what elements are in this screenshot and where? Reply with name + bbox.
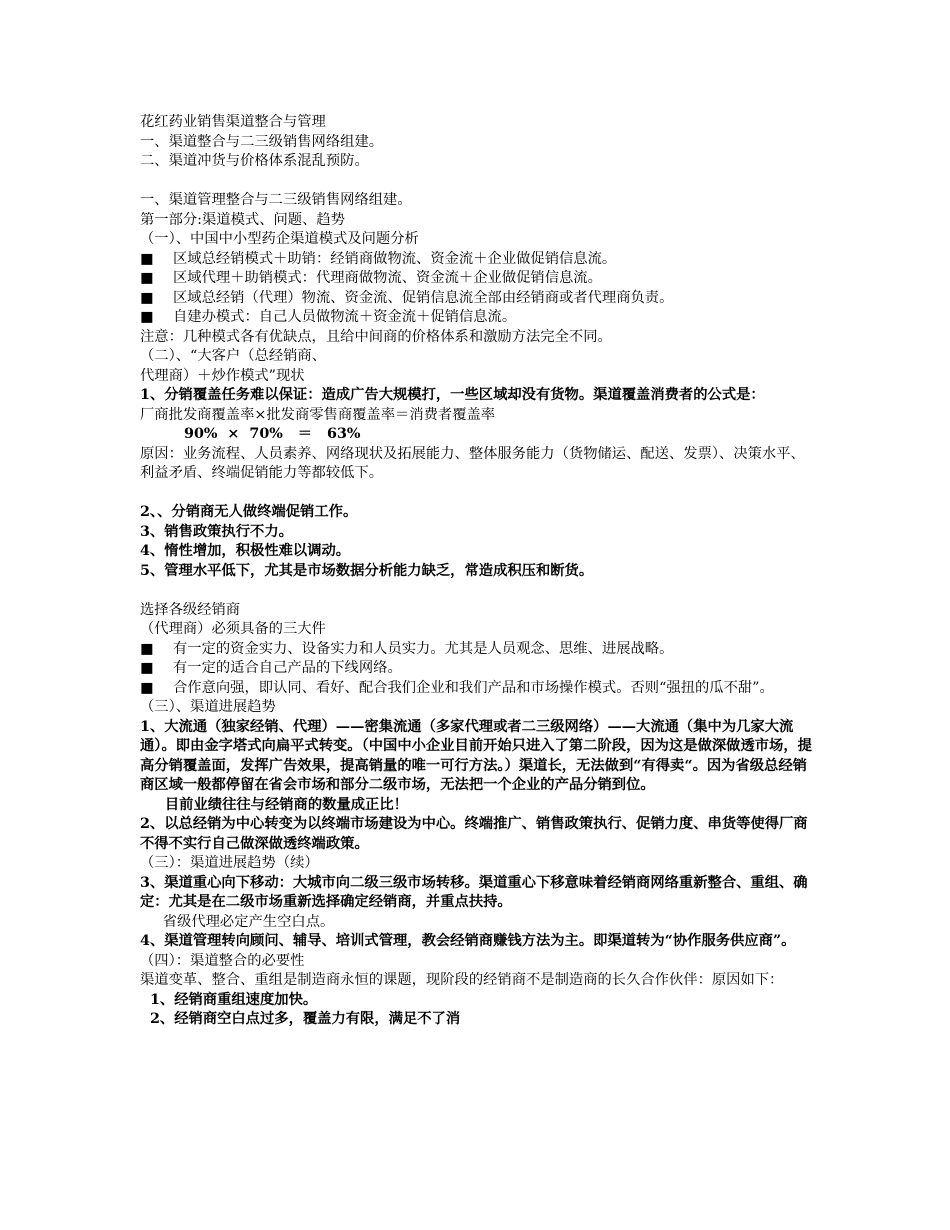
subsection-1-heading: （一）、中国中小型药企渠道模式及问题分析 (140, 231, 419, 247)
requirement-text: 合作意向强，即认同、看好、配合我们企业和我们产品和市场操作模式。否则“强扭的瓜不甜”。 (173, 679, 774, 696)
formula-text: 厂商批发商覆盖率×批发商零售商覆盖率＝消费者覆盖率 (140, 406, 496, 423)
requirement-text: 有一定的资金实力、设备实力和人员实力。尤其是人员观念、思维、进展战略。 (173, 640, 674, 657)
reason-item: 2、经销商空白点过多，覆盖力有限，满足不了消 (140, 1011, 461, 1027)
toc-item-1: 一、渠道整合与二三级销售网络组建。 (140, 133, 384, 150)
document-body (140, 113, 812, 1030)
subsection-3-heading: （三）、渠道进展趋势 (140, 699, 276, 715)
list-item (140, 308, 812, 328)
trend-paragraph: 4、渠道管理转向顾问、辅导、培训式管理，教会经销商赚钱方法为主。即渠道转为“协作服务供应商”。 (140, 933, 796, 949)
necessity-paragraph: 渠道变革、整合、重组是制造商永恒的课题，现阶段的经销商不是制造商的长久合作伙伴：原因如下： (140, 972, 784, 988)
problem-item: 4、惰性增加，积极性难以调动。 (140, 543, 351, 559)
select-heading-line1: 选择各级经销商 (140, 601, 241, 618)
trend-paragraph: 3、渠道重心向下移动：大城市向二级三级市场转移。渠道重心下移意味着经销商网络重新整合、重组、确定：尤其是在二级市场重新选择确定经销商，并重点扶持。 (140, 874, 808, 910)
bullet-icon: ■ (140, 309, 154, 325)
problem-item: 2、、分销商无人做终端促销工作。 (140, 504, 358, 520)
subsection-3-cont-heading: （三）：渠道进展趋势（续） (140, 855, 319, 871)
select-heading-line2: （代理商）必须具备的三大件 (140, 621, 326, 637)
list-item (140, 679, 812, 699)
spacer (140, 172, 812, 192)
section-1-heading: 一、渠道管理整合与二三级销售网络组建。 (140, 192, 412, 208)
subsection-2-heading-line2: 代理商）＋炒作模式”现状 (140, 367, 305, 384)
bullet-icon: ■ (140, 660, 154, 676)
list-item (140, 640, 812, 660)
subsection-2-heading-line1: （二）、“大客户（总经销商、 (140, 348, 327, 364)
formula-values: 90% × 70% ＝ 63% (184, 426, 361, 442)
paragraph: 1、分销覆盖任务难以保证：造成广告大规模打，一些区域却没有货物。渠道覆盖消费者的公式是： (140, 387, 765, 403)
list-item (140, 289, 812, 309)
requirement-text: 有一定的适合自己产品的下线网络。 (173, 660, 402, 676)
trend-paragraph: 1、大流通（独家经销、代理）——密集流通（多家代理或者二三级网络）——大流通（集中为几家大流通）。即由金字塔式向扁平式转变。（中国中小企业目前开始只进入了第二阶段，因为这是做深做透市场，提高分销覆盖面，发挥广告效果，提高销量的唯一可行方法。）渠道长，无法做到“有得卖“。因为省级总经销商区域一般都停留在省会市场和部分二级市场，无法把一个企业的产品分销到位。 (140, 718, 812, 793)
bullet-icon: ■ (140, 679, 154, 696)
subsection-4-heading: （四）：渠道整合的必要性 (140, 952, 305, 969)
bullet-icon: ■ (140, 270, 154, 286)
model-text: 自建办模式：自己人员做物流＋资金流＋促销信息流。 (173, 309, 517, 325)
toc-item-2: 二、渠道冲货与价格体系混乱预防。 (140, 153, 369, 169)
part-1-heading: 第一部分:渠道模式、问题、趋势 (140, 211, 345, 228)
list-item (140, 659, 812, 679)
model-text: 区域总经销模式＋助销：经销商做物流、资金流＋企业做促销信息流。 (173, 250, 617, 267)
spacer (140, 581, 812, 601)
doc-title: 花红药业销售渠道整合与管理 (140, 114, 326, 130)
reason-paragraph: 原因：业务流程、人员素养、网络现状及拓展能力、整体服务能力（货物储运、配送、发票）、决策水平、利益矛盾、终端促销能力等都较低下。 (140, 445, 805, 481)
model-text: 区域代理＋助销模式：代理商做物流、资金流＋企业做促销信息流。 (173, 270, 602, 286)
list-item (140, 250, 812, 270)
trend-note: 省级代理必定产生空白点。 (140, 913, 335, 930)
model-text: 区域总经销（代理）物流、资金流、促销信息流全部由经销商或者代理商负责。 (173, 289, 674, 306)
bullet-icon: ■ (140, 250, 154, 267)
reason-item: 1、经销商重组速度加快。 (140, 991, 318, 1008)
bullet-icon: ■ (140, 289, 154, 306)
problem-item: 3、销售政策执行不力。 (140, 523, 293, 540)
trend-paragraph: 2、以总经销为中心转变为以终端市场建设为中心。终端推广、销售政策执行、促销力度、串货等使得厂商不得不实行自己做深做透终端政策。 (140, 816, 808, 852)
problem-item: 5、管理水平低下，尤其是市场数据分析能力缺乏，常造成积压和断货。 (140, 562, 594, 579)
spacer (140, 484, 812, 504)
bullet-icon: ■ (140, 640, 154, 657)
trend-note: 目前业绩往往与经销商的数量成正比！ (140, 796, 408, 813)
note: 注意：几种模式各有优缺点，且给中间商的价格体系和激励方法完全不同。 (140, 328, 612, 345)
list-item (140, 269, 812, 289)
